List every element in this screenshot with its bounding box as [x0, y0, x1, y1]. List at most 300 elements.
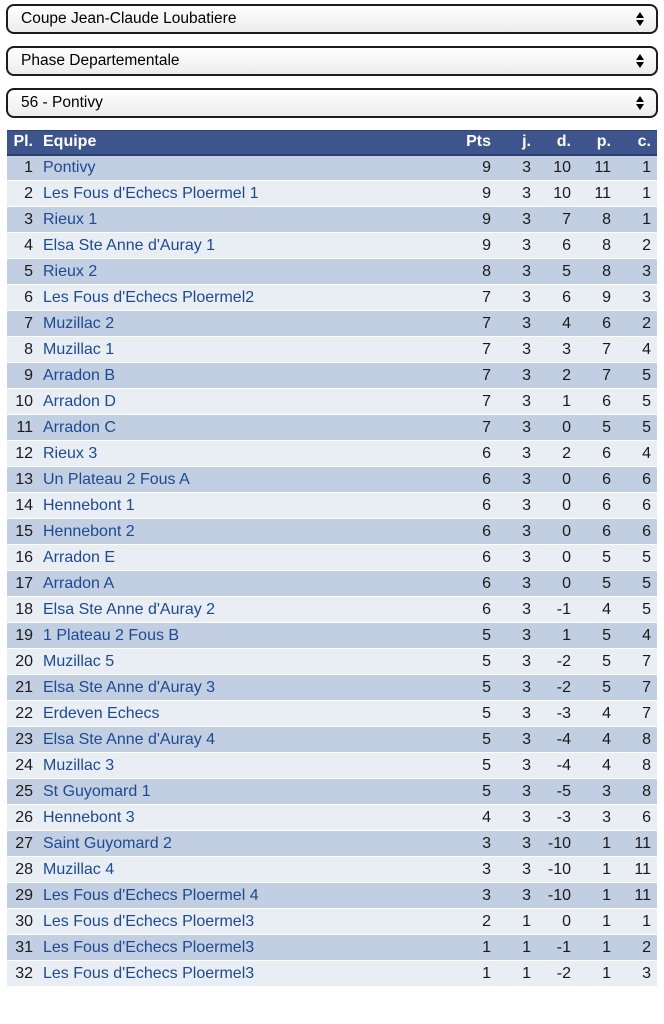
place-cell: 20: [7, 649, 37, 675]
team-cell: [37, 909, 453, 935]
points-cell: 9: [453, 207, 493, 233]
diff-cell: -10: [533, 831, 573, 857]
team-link[interactable]: Les Fous d'Echecs Ploermel 1: [43, 184, 259, 202]
place-cell: 27: [7, 831, 37, 857]
against-cell: 2: [613, 935, 657, 961]
team-cell: [37, 311, 453, 337]
for-cell: 1: [573, 935, 613, 961]
header-against: c.: [613, 131, 657, 155]
diff-cell: -10: [533, 857, 573, 883]
team-cell: [37, 727, 453, 753]
team-link[interactable]: Rieux 2: [43, 262, 98, 280]
place-cell: 1: [7, 155, 37, 181]
team-link[interactable]: Arradon A: [43, 574, 115, 592]
table-row: [7, 259, 657, 285]
played-cell: 3: [493, 155, 533, 181]
for-cell: 4: [573, 727, 613, 753]
diff-cell: 6: [533, 233, 573, 259]
team-link[interactable]: Rieux 3: [43, 444, 98, 462]
points-cell: 7: [453, 285, 493, 311]
for-cell: 6: [573, 493, 613, 519]
for-cell: 6: [573, 389, 613, 415]
team-link[interactable]: Arradon D: [43, 392, 116, 410]
table-row: [7, 597, 657, 623]
team-link[interactable]: Rieux 1: [43, 210, 98, 228]
points-cell: 5: [453, 753, 493, 779]
played-cell: 3: [493, 545, 533, 571]
played-cell: 3: [493, 675, 533, 701]
table-header-row: [7, 131, 657, 155]
table-row: [7, 441, 657, 467]
played-cell: 3: [493, 597, 533, 623]
for-cell: 5: [573, 571, 613, 597]
arrow-up-icon: [636, 54, 644, 60]
for-cell: 1: [573, 831, 613, 857]
points-cell: 5: [453, 649, 493, 675]
against-cell: 5: [613, 363, 657, 389]
place-cell: 29: [7, 883, 37, 909]
team-link[interactable]: Un Plateau 2 Fous A: [43, 470, 190, 488]
diff-cell: -5: [533, 779, 573, 805]
table-row: [7, 467, 657, 493]
table-row: [7, 233, 657, 259]
place-cell: 22: [7, 701, 37, 727]
select-spinner-icon: [636, 54, 644, 68]
for-cell: 4: [573, 597, 613, 623]
for-cell: 8: [573, 259, 613, 285]
place-cell: 31: [7, 935, 37, 961]
team-cell: [37, 857, 453, 883]
played-cell: 3: [493, 701, 533, 727]
header-for: p.: [573, 131, 613, 155]
played-cell: 1: [493, 961, 533, 987]
points-cell: 1: [453, 935, 493, 961]
for-cell: 6: [573, 311, 613, 337]
place-cell: 4: [7, 233, 37, 259]
played-cell: 3: [493, 493, 533, 519]
team-cell: [37, 961, 453, 987]
points-cell: 8: [453, 259, 493, 285]
table-row: [7, 311, 657, 337]
diff-cell: -3: [533, 805, 573, 831]
against-cell: 2: [613, 311, 657, 337]
points-cell: 6: [453, 493, 493, 519]
table-row: [7, 883, 657, 909]
diff-cell: 1: [533, 389, 573, 415]
played-cell: 3: [493, 389, 533, 415]
place-cell: 14: [7, 493, 37, 519]
played-cell: 3: [493, 727, 533, 753]
points-cell: 3: [453, 883, 493, 909]
diff-cell: 0: [533, 467, 573, 493]
table-row: [7, 701, 657, 727]
table-row: [7, 519, 657, 545]
diff-cell: 1: [533, 623, 573, 649]
team-cell: [37, 519, 453, 545]
team-cell: [37, 233, 453, 259]
team-cell: [37, 415, 453, 441]
for-cell: 5: [573, 545, 613, 571]
place-cell: 30: [7, 909, 37, 935]
team-link[interactable]: Hennebont 1: [43, 496, 135, 514]
standings-table: [7, 130, 657, 987]
for-cell: 5: [573, 415, 613, 441]
table-row: [7, 571, 657, 597]
table-row: [7, 961, 657, 987]
played-cell: 3: [493, 883, 533, 909]
diff-cell: 4: [533, 311, 573, 337]
against-cell: 5: [613, 571, 657, 597]
diff-cell: -4: [533, 727, 573, 753]
diff-cell: 0: [533, 545, 573, 571]
points-cell: 5: [453, 623, 493, 649]
against-cell: 8: [613, 753, 657, 779]
points-cell: 4: [453, 805, 493, 831]
played-cell: 3: [493, 571, 533, 597]
table-row: [7, 415, 657, 441]
competition-select[interactable]: [6, 4, 658, 34]
diff-cell: 10: [533, 155, 573, 181]
played-cell: 3: [493, 311, 533, 337]
played-cell: 1: [493, 909, 533, 935]
place-cell: 6: [7, 285, 37, 311]
team-link[interactable]: Arradon E: [43, 548, 116, 566]
diff-cell: 0: [533, 909, 573, 935]
team-cell: [37, 883, 453, 909]
place-cell: 32: [7, 961, 37, 987]
arrow-down-icon: [636, 20, 644, 26]
place-cell: 8: [7, 337, 37, 363]
place-cell: 13: [7, 467, 37, 493]
against-cell: 4: [613, 623, 657, 649]
team-cell: [37, 805, 453, 831]
place-cell: 11: [7, 415, 37, 441]
for-cell: 3: [573, 805, 613, 831]
points-cell: 6: [453, 571, 493, 597]
points-cell: 7: [453, 363, 493, 389]
for-cell: 8: [573, 233, 613, 259]
arrow-down-icon: [636, 104, 644, 110]
team-link[interactable]: Saint Guyomard 2: [43, 834, 172, 852]
points-cell: 6: [453, 545, 493, 571]
points-cell: 5: [453, 675, 493, 701]
diff-cell: -2: [533, 649, 573, 675]
for-cell: 1: [573, 857, 613, 883]
team-link[interactable]: St Guyomard 1: [43, 782, 151, 800]
arrow-up-icon: [636, 96, 644, 102]
team-link[interactable]: Muzillac 3: [43, 756, 115, 774]
against-cell: 5: [613, 389, 657, 415]
diff-cell: 10: [533, 181, 573, 207]
zone-select[interactable]: [6, 88, 658, 118]
against-cell: 3: [613, 259, 657, 285]
played-cell: 1: [493, 935, 533, 961]
table-row: [7, 207, 657, 233]
table-row: [7, 649, 657, 675]
table-row: [7, 805, 657, 831]
table-row: [7, 363, 657, 389]
points-cell: 7: [453, 311, 493, 337]
against-cell: 11: [613, 831, 657, 857]
diff-cell: -1: [533, 935, 573, 961]
team-cell: [37, 493, 453, 519]
team-cell: [37, 701, 453, 727]
against-cell: 6: [613, 467, 657, 493]
diff-cell: -1: [533, 597, 573, 623]
played-cell: 3: [493, 441, 533, 467]
team-link[interactable]: Hennebont 3: [43, 808, 135, 826]
against-cell: 3: [613, 961, 657, 987]
points-cell: 7: [453, 389, 493, 415]
team-link[interactable]: Elsa Ste Anne d'Auray 2: [43, 600, 216, 618]
arrow-up-icon: [636, 12, 644, 18]
team-cell: [37, 337, 453, 363]
zone-select-value: 56 - Pontivy: [21, 94, 103, 111]
played-cell: 3: [493, 207, 533, 233]
place-cell: 5: [7, 259, 37, 285]
diff-cell: 0: [533, 519, 573, 545]
against-cell: 5: [613, 545, 657, 571]
team-cell: [37, 831, 453, 857]
points-cell: 6: [453, 597, 493, 623]
for-cell: 5: [573, 623, 613, 649]
for-cell: 4: [573, 701, 613, 727]
competition-select-value: Coupe Jean-Claude Loubatiere: [21, 10, 237, 27]
team-cell: [37, 623, 453, 649]
team-cell: [37, 779, 453, 805]
place-cell: 25: [7, 779, 37, 805]
points-cell: 6: [453, 467, 493, 493]
team-cell: [37, 389, 453, 415]
against-cell: 2: [613, 233, 657, 259]
team-link[interactable]: Les Fous d'Echecs Ploermel3: [43, 912, 255, 930]
played-cell: 3: [493, 363, 533, 389]
for-cell: 1: [573, 883, 613, 909]
points-cell: 9: [453, 155, 493, 181]
points-cell: 7: [453, 337, 493, 363]
played-cell: 3: [493, 519, 533, 545]
for-cell: 1: [573, 961, 613, 987]
team-link[interactable]: Les Fous d'Echecs Ploermel2: [43, 288, 255, 306]
team-cell: [37, 441, 453, 467]
for-cell: 6: [573, 467, 613, 493]
against-cell: 11: [613, 883, 657, 909]
for-cell: 7: [573, 337, 613, 363]
against-cell: 8: [613, 779, 657, 805]
team-link[interactable]: Les Fous d'Echecs Ploermel3: [43, 938, 255, 956]
diff-cell: 5: [533, 259, 573, 285]
phase-select[interactable]: [6, 46, 658, 76]
place-cell: 7: [7, 311, 37, 337]
played-cell: 3: [493, 623, 533, 649]
place-cell: 21: [7, 675, 37, 701]
team-link[interactable]: 1 Plateau 2 Fous B: [43, 626, 180, 644]
place-cell: 10: [7, 389, 37, 415]
table-row: [7, 623, 657, 649]
against-cell: 4: [613, 441, 657, 467]
header-played: j.: [493, 131, 533, 155]
for-cell: 4: [573, 753, 613, 779]
team-link[interactable]: Muzillac 1: [43, 340, 115, 358]
place-cell: 28: [7, 857, 37, 883]
team-link[interactable]: Les Fous d'Echecs Ploermel3: [43, 964, 255, 982]
for-cell: 8: [573, 207, 613, 233]
team-link[interactable]: Hennebont 2: [43, 522, 135, 540]
team-cell: [37, 207, 453, 233]
team-cell: [37, 571, 453, 597]
against-cell: 6: [613, 493, 657, 519]
points-cell: 7: [453, 415, 493, 441]
header-team: Equipe: [37, 131, 453, 155]
place-cell: 3: [7, 207, 37, 233]
select-spinner-icon: [636, 96, 644, 110]
team-cell: [37, 363, 453, 389]
against-cell: 1: [613, 181, 657, 207]
diff-cell: -10: [533, 883, 573, 909]
against-cell: 1: [613, 155, 657, 181]
table-row: [7, 935, 657, 961]
points-cell: 5: [453, 779, 493, 805]
for-cell: 1: [573, 909, 613, 935]
team-cell: [37, 935, 453, 961]
team-link[interactable]: Muzillac 5: [43, 652, 115, 670]
arrow-down-icon: [636, 62, 644, 68]
diff-cell: 0: [533, 493, 573, 519]
played-cell: 3: [493, 779, 533, 805]
diff-cell: -2: [533, 961, 573, 987]
team-cell: [37, 467, 453, 493]
diff-cell: 3: [533, 337, 573, 363]
place-cell: 16: [7, 545, 37, 571]
points-cell: 2: [453, 909, 493, 935]
points-cell: 9: [453, 233, 493, 259]
played-cell: 3: [493, 753, 533, 779]
against-cell: 7: [613, 675, 657, 701]
table-row: [7, 389, 657, 415]
place-cell: 12: [7, 441, 37, 467]
table-row: [7, 181, 657, 207]
played-cell: 3: [493, 415, 533, 441]
diff-cell: -3: [533, 701, 573, 727]
table-row: [7, 337, 657, 363]
team-cell: [37, 753, 453, 779]
table-row: [7, 909, 657, 935]
table-row: [7, 155, 657, 181]
for-cell: 6: [573, 519, 613, 545]
played-cell: 3: [493, 181, 533, 207]
points-cell: 5: [453, 727, 493, 753]
played-cell: 3: [493, 831, 533, 857]
table-row: [7, 857, 657, 883]
for-cell: 11: [573, 155, 613, 181]
table-row: [7, 493, 657, 519]
against-cell: 1: [613, 207, 657, 233]
header-place: Pl.: [7, 131, 37, 155]
place-cell: 18: [7, 597, 37, 623]
header-points: Pts: [453, 131, 493, 155]
place-cell: 9: [7, 363, 37, 389]
against-cell: 11: [613, 857, 657, 883]
diff-cell: 6: [533, 285, 573, 311]
played-cell: 3: [493, 857, 533, 883]
for-cell: 6: [573, 441, 613, 467]
played-cell: 3: [493, 467, 533, 493]
for-cell: 5: [573, 675, 613, 701]
played-cell: 3: [493, 805, 533, 831]
team-link[interactable]: Elsa Ste Anne d'Auray 3: [43, 678, 216, 696]
against-cell: 7: [613, 649, 657, 675]
points-cell: 9: [453, 181, 493, 207]
diff-cell: 7: [533, 207, 573, 233]
team-link[interactable]: Erdeven Echecs: [43, 704, 160, 722]
diff-cell: -4: [533, 753, 573, 779]
team-cell: [37, 545, 453, 571]
diff-cell: 2: [533, 441, 573, 467]
team-link[interactable]: Muzillac 2: [43, 314, 115, 332]
points-cell: 6: [453, 441, 493, 467]
team-link[interactable]: Les Fous d'Echecs Ploermel 4: [43, 886, 259, 904]
against-cell: 6: [613, 805, 657, 831]
team-link[interactable]: Elsa Ste Anne d'Auray 1: [43, 236, 216, 254]
diff-cell: 0: [533, 571, 573, 597]
played-cell: 3: [493, 649, 533, 675]
place-cell: 2: [7, 181, 37, 207]
place-cell: 26: [7, 805, 37, 831]
diff-cell: 0: [533, 415, 573, 441]
table-row: [7, 727, 657, 753]
team-cell: [37, 675, 453, 701]
table-row: [7, 779, 657, 805]
team-cell: [37, 597, 453, 623]
points-cell: 3: [453, 831, 493, 857]
against-cell: 3: [613, 285, 657, 311]
table-row: [7, 753, 657, 779]
team-link[interactable]: Arradon C: [43, 418, 116, 436]
table-row: [7, 285, 657, 311]
team-link[interactable]: Elsa Ste Anne d'Auray 4: [43, 730, 216, 748]
diff-cell: 2: [533, 363, 573, 389]
place-cell: 19: [7, 623, 37, 649]
place-cell: 15: [7, 519, 37, 545]
against-cell: 8: [613, 727, 657, 753]
select-spinner-icon: [636, 12, 644, 26]
diff-cell: -2: [533, 675, 573, 701]
team-link[interactable]: Arradon B: [43, 366, 116, 384]
place-cell: 24: [7, 753, 37, 779]
against-cell: 7: [613, 701, 657, 727]
table-row: [7, 831, 657, 857]
place-cell: 23: [7, 727, 37, 753]
header-diff: d.: [533, 131, 573, 155]
for-cell: 3: [573, 779, 613, 805]
against-cell: 4: [613, 337, 657, 363]
against-cell: 1: [613, 909, 657, 935]
team-cell: [37, 181, 453, 207]
team-cell: [37, 649, 453, 675]
for-cell: 7: [573, 363, 613, 389]
against-cell: 5: [613, 415, 657, 441]
against-cell: 5: [613, 597, 657, 623]
for-cell: 5: [573, 649, 613, 675]
team-link[interactable]: Muzillac 4: [43, 860, 115, 878]
team-cell: [37, 155, 453, 181]
against-cell: 6: [613, 519, 657, 545]
for-cell: 11: [573, 181, 613, 207]
played-cell: 3: [493, 337, 533, 363]
for-cell: 9: [573, 285, 613, 311]
team-link[interactable]: Pontivy: [43, 158, 96, 176]
team-cell: [37, 285, 453, 311]
